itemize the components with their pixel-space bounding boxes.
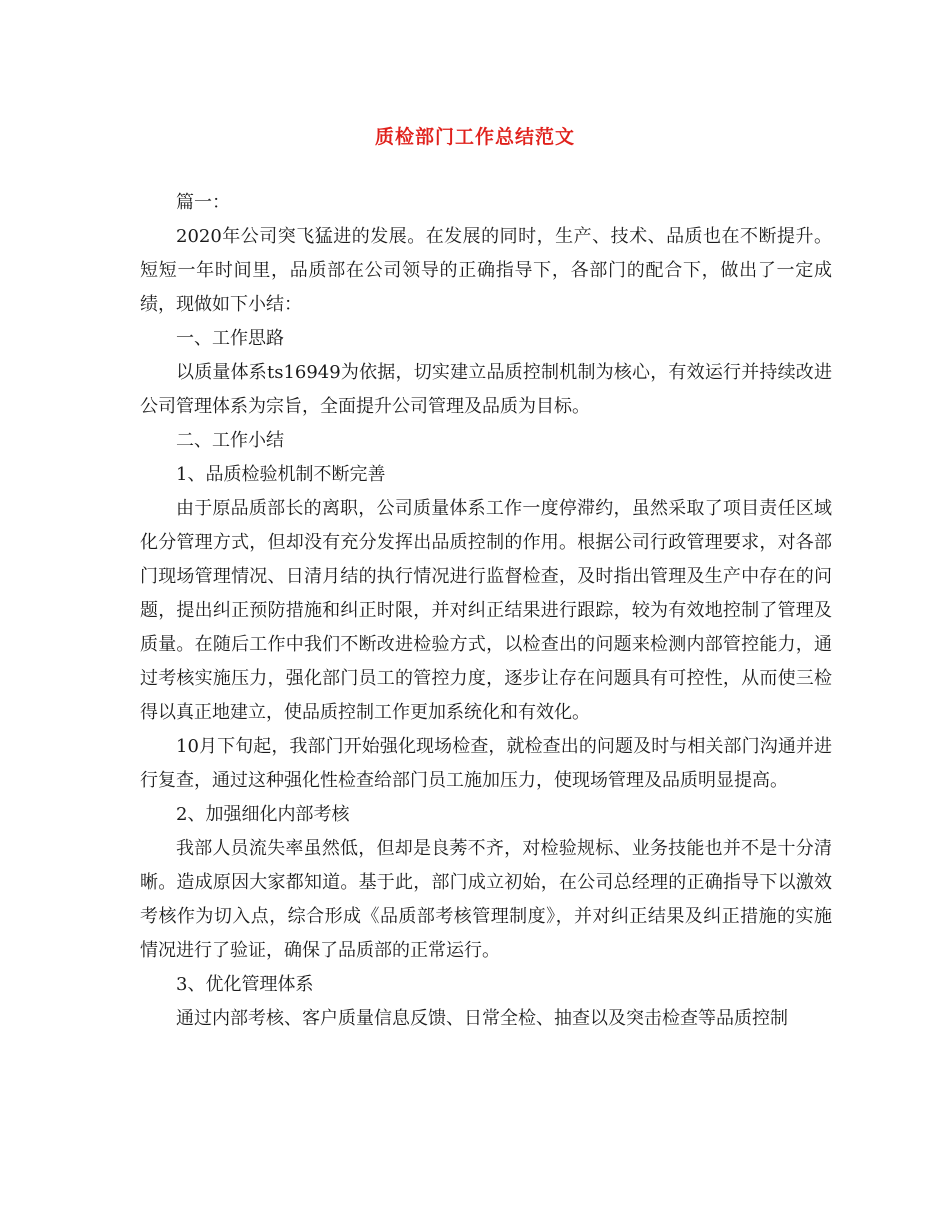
paragraph: 我部人员流失率虽然低，但却是良莠不齐，对检验规标、业务技能也并不是十分清晰。造成原因大家都知道。基于此，部门成立初始，在公司总经理的正确指导下以激效考核作为切入点，综合形成《品质部考核管理制度》，并对纠正结果及纠正措施的实施情况进行了验证，确保了品质部的正常运行。 [140,838,832,961]
section-heading: 一、工作思路 [176,328,284,349]
paragraph: 由于原品质部长的离职，公司质量体系工作一度停滞约，虽然采取了项目责任区域化分管理方式，但却没有充分发挥出品质控制的作用。根据公司行政管理要求，对各部门现场管理情况、日清月结的执行情况进行监督检查，及时指出管理及生产中存在的问题，提出纠正预防措施和纠正时限，并对纠正结果进行跟踪，较为有效地控制了管理及质量。在随后工作中我们不断改进检验方式，以检查出的问题来检测内部管控能力，通过考核实施压力，强化部门员工的管控力度，逐步让存在问题具有可控性，从而使三检得以真正地建立，使品质控制工作更加系统化和有效化。 [140,498,832,723]
paragraph: 篇一： [176,192,230,213]
subsection-heading: 1、品质检验机制不断完善 [176,464,386,485]
document-title: 质检部门工作总结范文 [374,126,575,148]
paragraph: 10月下旬起，我部门开始强化现场检查，就检查出的问题及时与相关部门沟通并进行复查，通过这种强化性检查给部门员工施加压力，使现场管理及品质明显提高。 [140,736,832,791]
paragraph: 通过内部考核、客户质量信息反馈、日常全检、抽查以及突击检查等品质控制 [176,1008,788,1029]
subsection-heading: 2、加强细化内部考核 [176,804,350,825]
paragraph: 以质量体系ts16949为依据，切实建立品质控制机制为核心，有效运行并持续改进公司管理体系为宗旨，全面提升公司管理及品质为目标。 [140,362,832,417]
document-body [140,186,832,1036]
subsection-heading: 3、优化管理体系 [176,974,314,995]
paragraph: 2020年公司突飞猛进的发展。在发展的同时，生产、技术、品质也在不断提升。短短一年时间里，品质部在公司领导的正确指导下，各部门的配合下，做出了一定成绩，现做如下小结： [140,226,832,315]
section-heading: 二、工作小结 [176,430,284,451]
